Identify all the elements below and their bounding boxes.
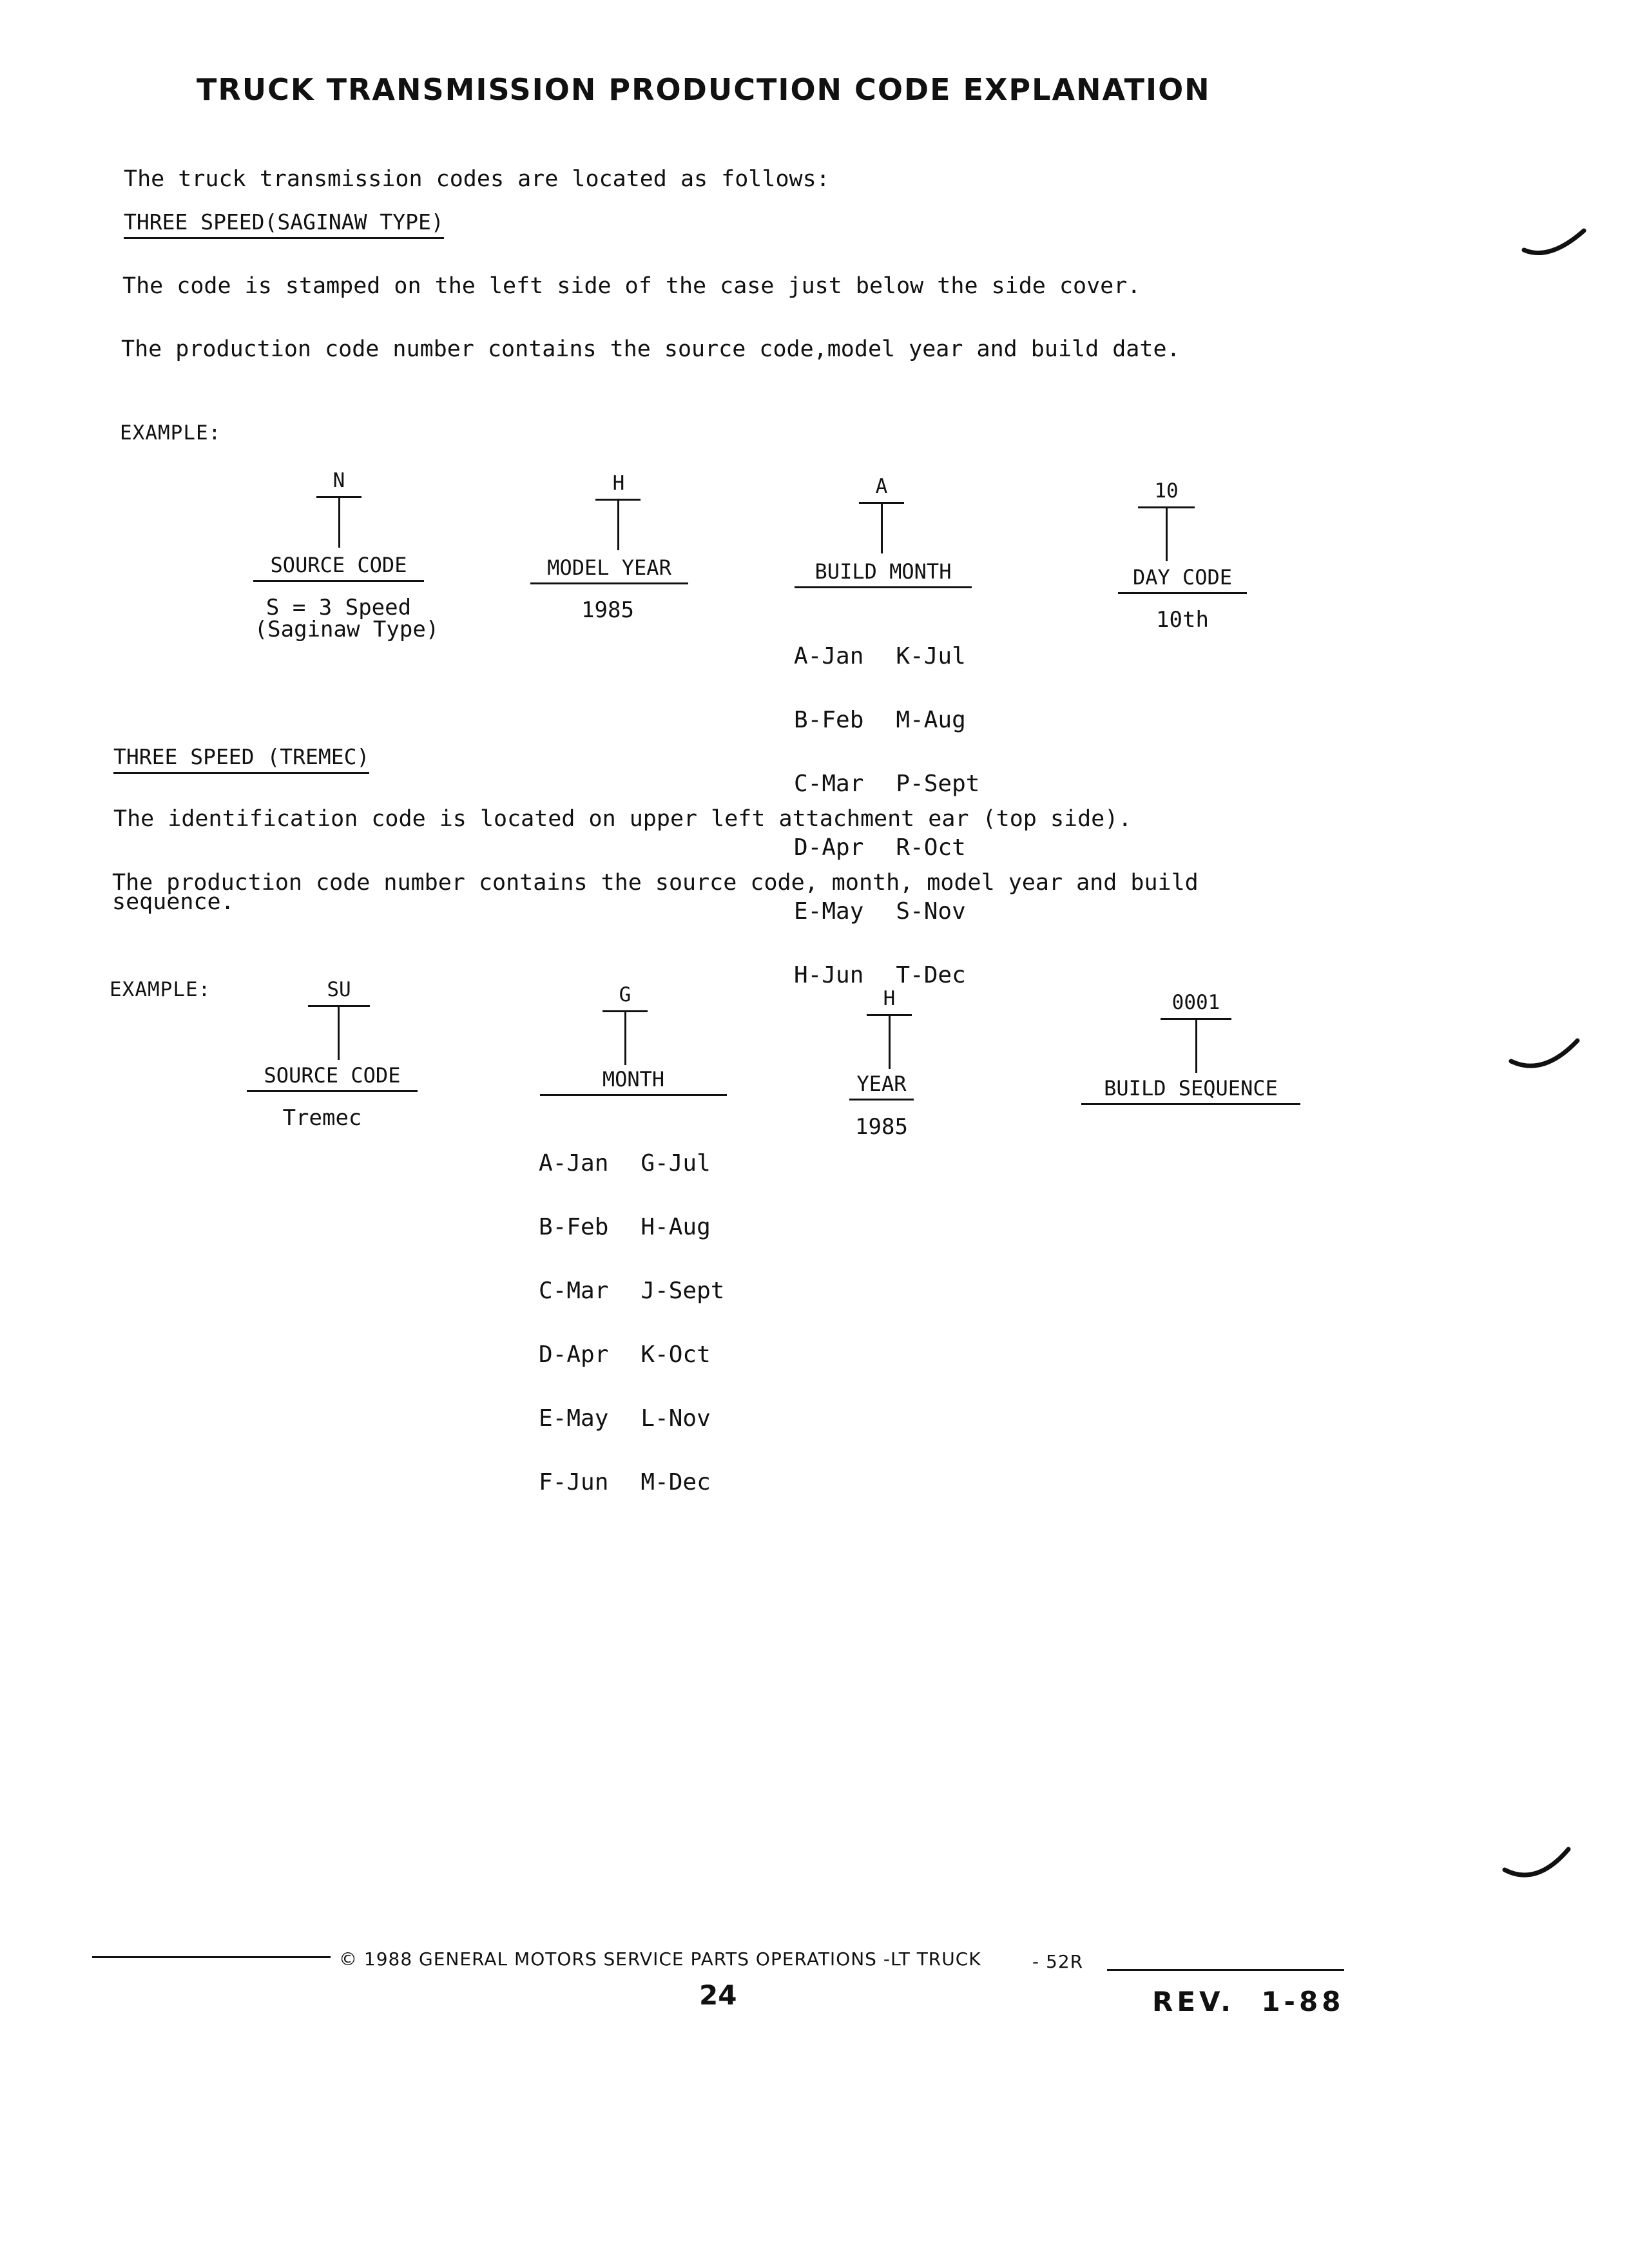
list-item: R-Oct	[896, 834, 966, 861]
s1-value-source-line1: S = 3 Speed	[265, 595, 412, 620]
list-item: A-Jan	[794, 643, 864, 669]
s1-value-model-year: 1985	[581, 597, 634, 623]
s1-tee-stem-day	[1166, 506, 1168, 561]
s1-tee-stem-source	[338, 496, 340, 548]
list-item: E-May	[539, 1405, 609, 1432]
section2-para2-line1: The production code number contains the source code, month, model year and build	[112, 870, 1199, 896]
s1-code-model-year: H	[612, 472, 625, 495]
s1-tee-stem-build-month	[881, 502, 883, 553]
list-item: T-Dec	[896, 962, 966, 988]
list-item: F-Jun	[539, 1469, 609, 1495]
list-item: B-Feb	[794, 707, 864, 733]
list-item: E-May	[794, 898, 864, 925]
list-item: J-Sept	[641, 1278, 725, 1304]
footer-rule-left	[92, 1956, 331, 1958]
check-mark-icon	[1521, 226, 1592, 264]
s2-code-month: G	[619, 983, 631, 1006]
check-mark-icon	[1501, 1844, 1579, 1889]
list-item: G-Jul	[641, 1150, 711, 1177]
list-item: K-Jul	[896, 643, 966, 669]
s2-tee-stem-year	[889, 1014, 891, 1069]
list-item: L-Nov	[641, 1405, 711, 1432]
s1-code-day: 10	[1154, 479, 1179, 503]
s2-month-table	[539, 1110, 724, 1535]
list-item: C-Mar	[539, 1278, 609, 1304]
s2-label-build-sequence: BUILD SEQUENCE	[1081, 1076, 1300, 1105]
page-title: TRUCK TRANSMISSION PRODUCTION CODE EXPLANATION	[197, 72, 1211, 107]
revision-label: REV. 1-88	[1152, 1986, 1345, 2017]
list-item: D-Apr	[794, 834, 864, 861]
section2-heading: THREE SPEED (TREMEC)	[113, 744, 369, 774]
s1-tee-stem-model-year	[617, 499, 619, 550]
s2-label-year: YEAR	[849, 1072, 914, 1100]
footer-copyright: © 1988 GENERAL MOTORS SERVICE PARTS OPERATIONS -LT TRUCK	[339, 1948, 981, 1970]
s1-value-source-line2: (Saginaw Type)	[254, 617, 439, 642]
s2-value-year: 1985	[855, 1114, 908, 1140]
section2-para2-line2: sequence.	[112, 889, 235, 915]
list-item: H-Aug	[641, 1214, 711, 1240]
s2-label-month: MONTH	[540, 1067, 727, 1096]
list-item: D-Apr	[539, 1341, 609, 1368]
list-item: M-Aug	[896, 707, 966, 733]
s1-code-source: N	[333, 469, 345, 492]
s2-code-build-sequence: 0001	[1171, 991, 1220, 1014]
intro-text: The truck transmission codes are located as follows:	[124, 166, 830, 192]
check-mark-icon	[1508, 1034, 1585, 1079]
s1-label-day: DAY CODE	[1118, 565, 1247, 594]
section1-example-label: EXAMPLE:	[120, 421, 222, 445]
s1-value-day: 10th	[1156, 607, 1209, 633]
s2-tee-stem-month	[624, 1010, 626, 1065]
section2-example-label: EXAMPLE:	[110, 978, 211, 1001]
s1-label-build-month: BUILD MONTH	[795, 559, 972, 588]
list-item: K-Oct	[641, 1341, 711, 1368]
section1-para2: The production code number contains the source code,model year and build date.	[121, 336, 1181, 362]
s2-label-source: SOURCE CODE	[247, 1063, 418, 1092]
s2-code-source: SU	[327, 978, 351, 1001]
page-number: 24	[699, 1979, 737, 2011]
footer-code: - 52R	[1032, 1951, 1084, 1972]
s2-months-left	[539, 1110, 608, 1535]
s2-months-right	[641, 1110, 724, 1535]
s2-code-year: H	[883, 987, 896, 1010]
section2-para1: The identification code is located on upper left attachment ear (top side).	[113, 806, 1132, 832]
list-item: M-Dec	[641, 1469, 711, 1495]
s1-label-model-year: MODEL YEAR	[530, 555, 688, 584]
list-item: H-Jun	[794, 962, 864, 988]
s2-value-source: Tremec	[282, 1105, 362, 1131]
section1-para1: The code is stamped on the left side of the case just below the side cover.	[122, 273, 1141, 299]
list-item: C-Mar	[794, 771, 864, 797]
list-item: P-Sept	[896, 771, 980, 797]
s1-code-build-month: A	[875, 475, 888, 498]
list-item: B-Feb	[539, 1214, 609, 1240]
footer-rule-right	[1107, 1969, 1344, 1971]
list-item: S-Nov	[896, 898, 966, 925]
s2-tee-stem-source	[338, 1005, 340, 1060]
list-item: A-Jan	[539, 1150, 609, 1177]
s2-tee-stem-build-sequence	[1195, 1018, 1197, 1073]
s1-label-source: SOURCE CODE	[253, 553, 424, 582]
section1-heading: THREE SPEED(SAGINAW TYPE)	[124, 209, 444, 239]
